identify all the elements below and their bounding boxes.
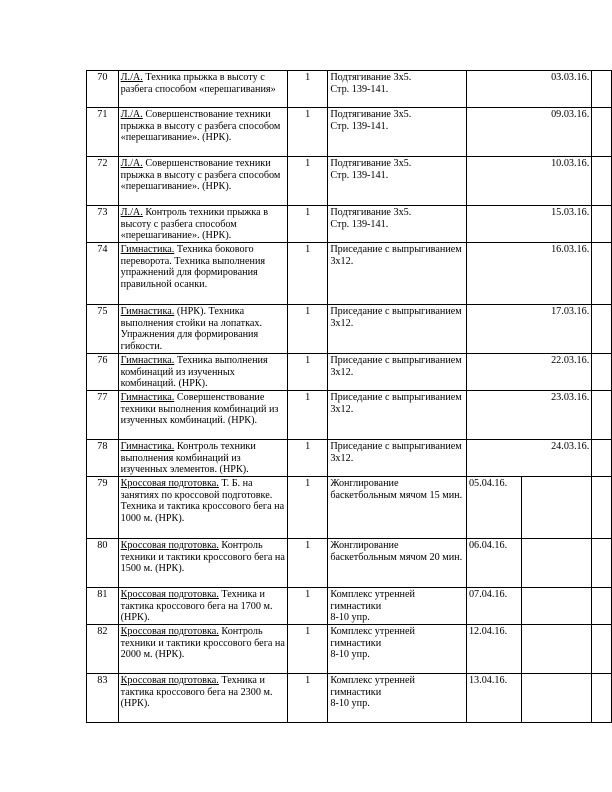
lesson-topic: [118, 71, 287, 108]
lesson-number: 77: [87, 391, 119, 440]
table-row: [87, 243, 612, 305]
empty-cell: [521, 625, 592, 674]
empty-cell: [592, 206, 612, 243]
lesson-date: 24.03.16.: [466, 440, 591, 477]
lesson-number: 71: [87, 108, 119, 157]
lesson-date: 09.03.16.: [466, 108, 591, 157]
lesson-number: 78: [87, 440, 119, 477]
empty-cell: [521, 477, 592, 539]
lesson-number: 83: [87, 674, 119, 723]
empty-cell: [592, 477, 612, 539]
table-row: [87, 539, 612, 588]
topic-text: Техника выполнения комбинаций из изученных комбинаций. (НРК).: [120, 355, 268, 390]
lesson-plan-table: [86, 70, 612, 723]
section-name: Кроссовая подготовка.: [120, 675, 219, 686]
topic-text: Совершенствование техники выполнения комбинаций из изученных комбинаций. (НРК).: [120, 392, 279, 427]
homework: Подтягивание 3х5. Стр. 139-141.: [328, 206, 467, 243]
table-row: [87, 588, 612, 625]
lesson-date: 15.03.16.: [466, 206, 591, 243]
lesson-number: 80: [87, 539, 119, 588]
lesson-number: 74: [87, 243, 119, 305]
empty-cell: [592, 71, 612, 108]
lesson-topic: [118, 354, 287, 391]
topic-text: Контроль техники и тактики кроссового бега на 2000 м. (НРК).: [120, 626, 285, 661]
lesson-topic: [118, 588, 287, 625]
hours-count: 1: [287, 71, 327, 108]
section-name: Кроссовая подготовка.: [120, 540, 219, 551]
table-row: [87, 108, 612, 157]
hours-count: 1: [287, 305, 327, 354]
section-name: Гимнастика.: [120, 355, 175, 366]
lesson-topic: [118, 539, 287, 588]
lesson-number: 73: [87, 206, 119, 243]
lesson-number: 82: [87, 625, 119, 674]
hours-count: 1: [287, 588, 327, 625]
empty-cell: [592, 354, 612, 391]
homework: Комплекс утренней гимнастики 8-10 упр.: [328, 588, 467, 625]
homework: Жонглирование баскетбольным мячом 15 мин.: [328, 477, 467, 539]
table-row: [87, 625, 612, 674]
lesson-topic: [118, 157, 287, 206]
hours-count: 1: [287, 674, 327, 723]
lesson-date: 23.03.16.: [466, 391, 591, 440]
topic-text: Контроль техники выполнения комбинаций из изученных элементов. (НРК).: [120, 441, 256, 476]
lesson-number: 75: [87, 305, 119, 354]
section-name: Кроссовая подготовка.: [120, 626, 219, 637]
table-row: [87, 477, 612, 539]
lesson-plan-body: [87, 71, 612, 723]
empty-cell: [592, 305, 612, 354]
lesson-date: 16.03.16.: [466, 243, 591, 305]
homework: Подтягивание 3х5. Стр. 139-141.: [328, 108, 467, 157]
empty-cell: [592, 157, 612, 206]
empty-cell: [592, 391, 612, 440]
lesson-topic: [118, 477, 287, 539]
hours-count: 1: [287, 539, 327, 588]
homework: Приседание с выпрыгиванием 3х12.: [328, 354, 467, 391]
hours-count: 1: [287, 477, 327, 539]
hours-count: 1: [287, 243, 327, 305]
topic-text: Совершенствование техники прыжка в высоту с разбега способом «перешагивание». (НРК).: [120, 109, 281, 144]
homework: Жонглирование баскетбольным мячом 20 мин.: [328, 539, 467, 588]
lesson-topic: [118, 440, 287, 477]
empty-cell: [592, 108, 612, 157]
topic-text: Т. Б. на занятиях по кроссовой подготовке. Техника и тактика кроссового бега на 1000 м. (НРК).: [120, 478, 285, 524]
section-name: Кроссовая подготовка.: [120, 478, 219, 489]
lesson-date: 06.04.16.: [466, 539, 521, 588]
lesson-date: 17.03.16.: [466, 305, 591, 354]
section-name: Кроссовая подготовка.: [120, 589, 219, 600]
lesson-date: 10.03.16.: [466, 157, 591, 206]
lesson-topic: [118, 391, 287, 440]
lesson-date: 12.04.16.: [466, 625, 521, 674]
lesson-number: 72: [87, 157, 119, 206]
section-name: Л./А.: [120, 207, 143, 218]
empty-cell: [592, 243, 612, 305]
homework: Комплекс утренней гимнастики 8-10 упр.: [328, 674, 467, 723]
empty-cell: [521, 588, 592, 625]
homework: Приседание с выпрыгиванием 3х12.: [328, 243, 467, 305]
section-name: Л./А.: [120, 72, 143, 83]
homework: Приседание с выпрыгиванием 3х12.: [328, 391, 467, 440]
empty-cell: [592, 440, 612, 477]
hours-count: 1: [287, 157, 327, 206]
hours-count: 1: [287, 354, 327, 391]
hours-count: 1: [287, 391, 327, 440]
empty-cell: [592, 588, 612, 625]
lesson-topic: [118, 674, 287, 723]
table-row: [87, 206, 612, 243]
table-row: [87, 157, 612, 206]
hours-count: 1: [287, 625, 327, 674]
homework: Приседание с выпрыгиванием 3х12.: [328, 440, 467, 477]
section-name: Гимнастика.: [120, 441, 175, 452]
table-row: [87, 354, 612, 391]
empty-cell: [521, 674, 592, 723]
homework: Комплекс утренней гимнастики 8-10 упр.: [328, 625, 467, 674]
table-row: [87, 71, 612, 108]
topic-text: Техника прыжка в высоту с разбега способом «перешагивания»: [120, 72, 276, 95]
lesson-topic: [118, 305, 287, 354]
section-name: Гимнастика.: [120, 392, 175, 403]
section-name: Л./А.: [120, 109, 143, 120]
section-name: Гимнастика.: [120, 306, 175, 317]
empty-cell: [592, 674, 612, 723]
section-name: Гимнастика.: [120, 244, 175, 255]
lesson-number: 76: [87, 354, 119, 391]
topic-text: Техника и тактика кроссового бега на 1700 м. (НРК).: [120, 589, 273, 624]
lesson-number: 79: [87, 477, 119, 539]
lesson-number: 70: [87, 71, 119, 108]
hours-count: 1: [287, 440, 327, 477]
empty-cell: [592, 539, 612, 588]
hours-count: 1: [287, 206, 327, 243]
lesson-number: 81: [87, 588, 119, 625]
lesson-topic: [118, 625, 287, 674]
homework: Приседание с выпрыгиванием 3х12.: [328, 305, 467, 354]
table-row: [87, 674, 612, 723]
topic-text: Техника бокового переворота. Техника выполнения упражнений для формирования правильной осанки.: [120, 244, 266, 290]
hours-count: 1: [287, 108, 327, 157]
homework: Подтягивание 3х5. Стр. 139-141.: [328, 71, 467, 108]
homework: Подтягивание 3х5. Стр. 139-141.: [328, 157, 467, 206]
table-row: [87, 440, 612, 477]
topic-text: Контроль техники прыжка в высоту с разбега способом «перешагивание». (НРК).: [120, 207, 269, 242]
lesson-date: 22.03.16.: [466, 354, 591, 391]
topic-text: Техника и тактика кроссового бега на 2300 м. (НРК).: [120, 675, 273, 710]
lesson-topic: [118, 243, 287, 305]
lesson-date: 07.04.16.: [466, 588, 521, 625]
lesson-date: 13.04.16.: [466, 674, 521, 723]
empty-cell: [521, 539, 592, 588]
lesson-topic: [118, 206, 287, 243]
topic-text: Контроль техники и тактики кроссового бега на 1500 м. (НРК).: [120, 540, 285, 575]
table-row: [87, 305, 612, 354]
lesson-date: 05.04.16.: [466, 477, 521, 539]
topic-text: (НРК). Техника выполнения стойки на лопатках. Упражнения для формирования гибкости.: [120, 306, 263, 352]
table-row: [87, 391, 612, 440]
lesson-topic: [118, 108, 287, 157]
lesson-date: 03.03.16.: [466, 71, 591, 108]
empty-cell: [592, 625, 612, 674]
section-name: Л./А.: [120, 158, 143, 169]
topic-text: Совершенствование техники прыжка в высоту с разбега способом «перешагивание». (НРК).: [120, 158, 281, 193]
